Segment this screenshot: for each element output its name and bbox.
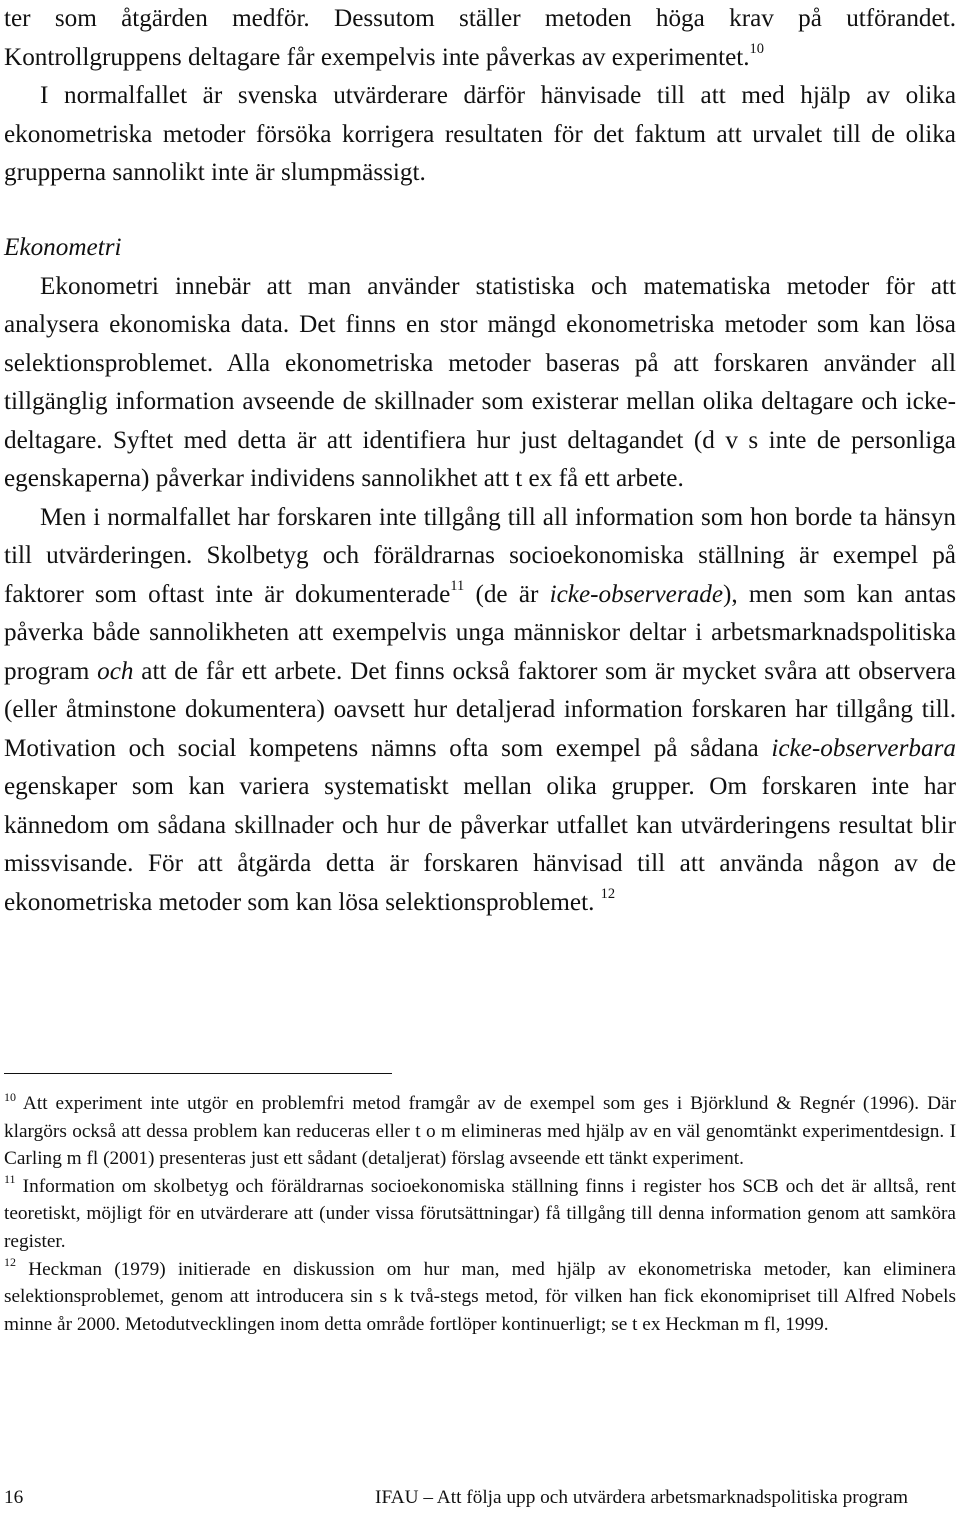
intro-text: ter som åtgärden medför. Dessutom ställer metoden höga krav på utförandet. Kontrollgruppens deltagare får exempelvis inte påverkas av experimentet. (4, 5, 956, 71)
footnote-10 (4, 1090, 956, 1173)
normalfallet-text: I normalfallet är svenska utvärderare därför hänvisade till att med hjälp av olika ekonometriska metoder försöka korrigera resultaten för det faktum att urvalet till de olika grupperna sannolikt inte är slumpmässigt. (4, 82, 956, 186)
footnote-ref-11[interactable]: 11 (450, 578, 465, 595)
page-number: 16 (4, 1487, 24, 1508)
paragraph-intro (4, 0, 956, 77)
running-title: IFAU – Att följa upp och utvärdera arbetsmarknadspolitiska program (375, 1487, 908, 1508)
footnotes (4, 1090, 956, 1338)
footnote-separator (4, 1073, 392, 1074)
p2-part-a: Men i normalfallet har forskaren inte tillgång till all information som hon borde ta hänsyn till utvärderingen. Skolbetyg och föräldrarnas socioekonomiska ställning är exempel på faktorer som oftast inte är dokumenterade (4, 503, 956, 608)
p2-emphasis-icke-observerbara: icke-observerbara (771, 734, 956, 762)
p2-part-b: (de är (464, 580, 550, 608)
p2-emphasis-och: och (97, 657, 134, 685)
footnote-number-11: 11 (4, 1172, 16, 1187)
section-ekonometri (4, 229, 956, 922)
footnote-11 (4, 1173, 956, 1256)
footnote-number-10: 10 (4, 1089, 16, 1104)
paragraph-normalfallet (4, 77, 956, 193)
footnote-text-11: Information om skolbetyg och föräldrarnas socioekonomiska ställning finns i register hos SCB och det är alltså, rent teoretiskt, möjligt för en utvärderare att (under vissa förutsättningar) få tillgång till denna information genom att samköra register. (4, 1175, 956, 1252)
p2-part-f: att de får ett arbete. Det finns också faktorer som är mycket svåra att observera (eller åtminstone dokumentera) oavsett hur detaljerad information forskaren har tillgång till. Motivation och social kompetens nämns ofta som exempel på sådana (4, 657, 956, 762)
ekonometri-text-1: Ekonometri innebär att man använder statistiska och matematiska metoder för att analysera ekonomiska data. Det finns en stor mängd ekonometriska metoder som kan lösa selektionsproblemet. Alla ekonometriska metoder baseras på att forskaren använder all tillgänglig information avseende de skillnader som existerar mellan olika deltagare och icke-deltagare. Syftet med detta är att identifiera hur just deltagandet (d v s inte de personliga egenskaperna) påverkar individens sannolikhet att t ex få ett arbete. (4, 272, 956, 492)
p2-part-h: egenskaper som kan variera systematiskt mellan olika grupper. Om forskaren inte har kännedom om sådana skillnader och hur de påverkar utfallet kan utvärderingens resultat blir missvisande. För att åtgärda detta är forskaren hänvisad till att använda någon av de ekonometriska metoder som kan lösa selektionsproblemet. (4, 773, 956, 916)
footnote-number-12: 12 (4, 1255, 16, 1270)
section-heading: Ekonometri (4, 234, 122, 261)
footnote-12 (4, 1256, 956, 1339)
paragraph-ekonometri-2 (4, 499, 956, 923)
p2-part-d: ), men som kan antas påverka både sannolikheten att exempelvis unga människor deltar i arbetsmarknadspolitiska program (4, 580, 957, 685)
footnote-text-10: Att experiment inte utgör en problemfri metod framgår av de exempel som ges i Björklund & Regnér (1996). Där klargörs också att dessa problem kan reduceras eller t o m elimineras med hjälp av en väl genomtänkt experimentdesign. I Carling m fl (2001) presenteras just ett sådant (detaljerat) förslag avseende ett tänkt experiment. (4, 1093, 956, 1170)
paragraph-ekonometri-1 (4, 268, 956, 499)
body-text-top (4, 0, 956, 193)
footnote-ref-10[interactable]: 10 (749, 41, 765, 58)
footnote-ref-12[interactable]: 12 (600, 886, 616, 903)
footnote-text-12: Heckman (1979) initierade en diskussion om hur man, med hjälp av ekonometriska metoder, kan eliminera selektionsproblemet, genom att introducera sin s k två-stegs metod, för vilken han fick ekonomipriset till Alfred Nobels minne år 2000. Metodutvecklingen inom detta område fortlöper kontinuerligt; se t ex Heckman m fl, 1999. (4, 1258, 956, 1335)
p2-emphasis-icke-observerade: icke-observerade (549, 580, 724, 608)
